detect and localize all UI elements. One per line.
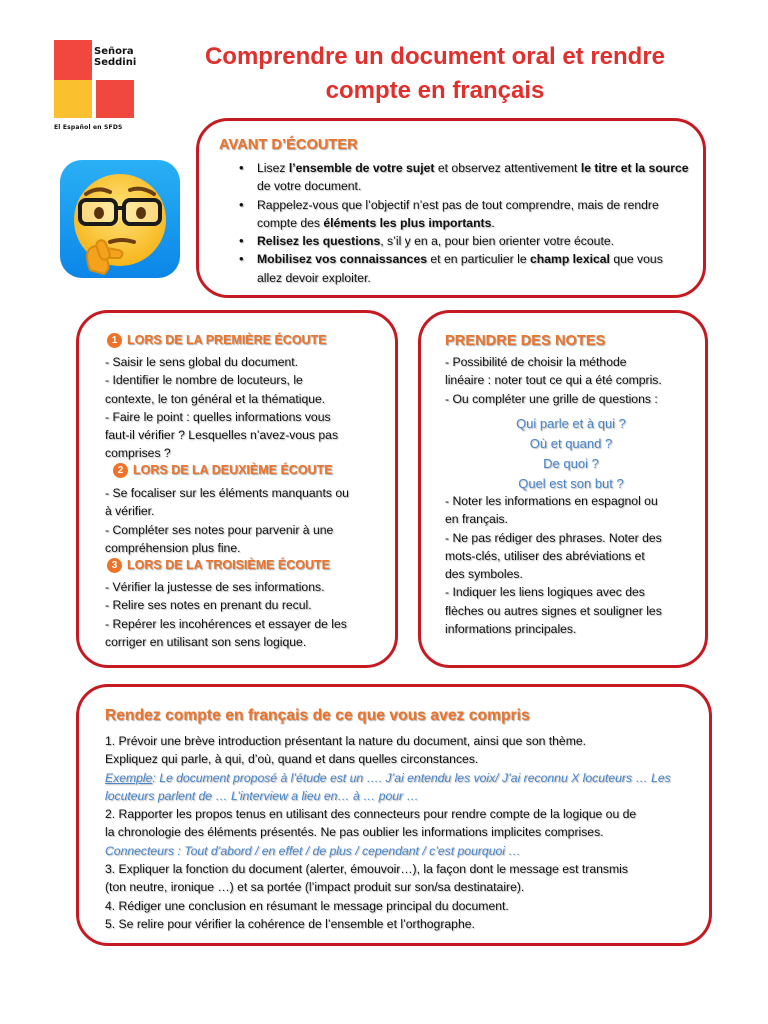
item-bold: le titre et la source bbox=[580, 161, 689, 175]
prendre-notes-text-bottom bbox=[445, 492, 705, 638]
text-line: - Ne pas rédiger des phrases. Noter des bbox=[445, 530, 662, 545]
number-1-icon: 1 bbox=[107, 333, 122, 348]
rendez-compte-text bbox=[105, 732, 705, 933]
question-item: Quel est son but ? bbox=[518, 476, 624, 491]
item-text: , s’il y en a, pour bien orienter votre écoute. bbox=[380, 234, 615, 249]
avant-ecouter-heading: AVANT D’ÉCOUTER bbox=[219, 137, 358, 153]
avant-ecouter-box bbox=[196, 118, 706, 298]
text-line: la chronologie des éléments présentés. Ne pas oublier les informations implicites comprises. bbox=[105, 825, 604, 840]
text-line: compréhension plus fine. bbox=[105, 540, 241, 555]
text-line: 5. Se relire pour vérifier la cohérence de l’ensemble et l’orthographe. bbox=[105, 916, 475, 931]
text-line: - Saisir le sens global du document. bbox=[105, 355, 299, 369]
list-item bbox=[229, 159, 689, 196]
text-line: faut-il vérifier ? Lesquelles n’avez-vous pas bbox=[105, 428, 339, 443]
logo-name bbox=[94, 46, 138, 68]
text-line: linéaire : noter tout ce qui a été compris. bbox=[445, 373, 662, 388]
page-title bbox=[150, 40, 720, 108]
first-listen-text bbox=[105, 353, 395, 463]
text-line: - Se focaliser sur les éléments manquants ou bbox=[105, 486, 349, 500]
logo-red-square-top-left bbox=[54, 40, 92, 80]
list-item bbox=[229, 196, 689, 233]
text-line: comprises ? bbox=[105, 446, 171, 461]
text-line: (ton neutre, ironique …) et sa portée (l’impact produit sur son/sa destinataire). bbox=[105, 880, 525, 895]
logo-yellow-square bbox=[54, 80, 92, 118]
example-line bbox=[105, 769, 705, 787]
third-listen-text bbox=[105, 578, 395, 651]
text-line: corriger en utilisant son sens logique. bbox=[105, 634, 307, 649]
text-line: - Ou compléter une grille de questions : bbox=[445, 391, 658, 406]
prendre-notes-heading: PRENDRE DES NOTES bbox=[445, 333, 606, 349]
item-text: de votre document. bbox=[257, 179, 362, 194]
item-text: et en particulier le bbox=[427, 252, 530, 267]
logo-red-square-bottom-right bbox=[96, 80, 134, 118]
text-line: des symboles. bbox=[445, 567, 523, 582]
example-label: Exemple bbox=[105, 770, 153, 785]
avant-ecouter-list bbox=[229, 159, 689, 287]
second-listen-text bbox=[105, 484, 395, 557]
questions-grid bbox=[451, 414, 691, 494]
list-item bbox=[229, 232, 689, 250]
text-line: 2. Rapporter les propos tenus en utilisant des connecteurs pour rendre compte de la logique ou de bbox=[105, 807, 637, 822]
item-bold: éléments les plus importants bbox=[323, 215, 492, 230]
text-line: - Faire le point : quelles informations vous bbox=[105, 409, 331, 424]
text-line: - Repérer les incohérences et essayer de les bbox=[105, 616, 347, 631]
text-line: 4. Rédiger une conclusion en résumant le message principal du document. bbox=[105, 898, 509, 913]
list-item bbox=[229, 250, 689, 287]
text-line: - Relire ses notes en prenant du recul. bbox=[105, 598, 312, 613]
item-bold: l’ensemble de votre sujet bbox=[288, 161, 435, 175]
number-2-icon: 2 bbox=[113, 463, 128, 478]
item-bold: champ lexical bbox=[530, 252, 610, 267]
thinking-face-with-glasses-icon bbox=[60, 160, 180, 278]
question-item: De quoi ? bbox=[543, 456, 599, 471]
prendre-notes-box bbox=[418, 310, 708, 668]
question-item: Qui parle et à qui ? bbox=[516, 416, 626, 431]
logo-name-line1: Señora bbox=[94, 46, 134, 57]
text-line: contexte, le ton général et la thématique. bbox=[105, 391, 326, 406]
example-line: locuteurs parlent de … L’interview a lieu en… à … pour … bbox=[105, 788, 419, 803]
text-line: - Vérifier la justesse de ses informations. bbox=[105, 580, 325, 594]
item-text: et observez attentivement bbox=[434, 161, 581, 175]
logo-name-line2: Seddini bbox=[94, 57, 137, 68]
prendre-notes-text-top bbox=[445, 353, 705, 408]
text-line: - Possibilité de choisir la méthode bbox=[445, 355, 627, 369]
text-line: Expliquez qui parle, à qui, d’où, quand et dans quelles circonstances. bbox=[105, 752, 479, 767]
rendez-compte-heading: Rendez compte en français de ce que vous avez compris bbox=[105, 707, 530, 724]
item-bold: Mobilisez vos connaissances bbox=[257, 252, 428, 267]
first-listen-heading bbox=[107, 333, 327, 348]
text-line: - Indiquer les liens logiques avec des bbox=[445, 585, 645, 600]
text-line: - Compléter ses notes pour parvenir à une bbox=[105, 522, 334, 537]
page-title-line2: compte en français bbox=[325, 77, 545, 104]
text-line: flèches ou autres signes et souligner les bbox=[445, 603, 662, 618]
second-listen-heading bbox=[113, 463, 333, 478]
text-line: - Identifier le nombre de locuteurs, le bbox=[105, 373, 303, 388]
rendez-compte-box bbox=[76, 684, 712, 946]
text-line: à vérifier. bbox=[105, 504, 155, 519]
text-line: 1. Prévoir une brève introduction présentant la nature du document, ainsi que son thème. bbox=[105, 734, 587, 748]
text-line: mots-clés, utiliser des abréviations et bbox=[445, 548, 645, 563]
number-3-icon: 3 bbox=[107, 558, 122, 573]
text-line: 3. Expliquer la fonction du document (alerter, émouvoir…), la façon dont le message est transmis bbox=[105, 862, 628, 877]
text-line: - Noter les informations en espagnol ou bbox=[445, 494, 658, 508]
question-item: Où et quand ? bbox=[529, 436, 613, 451]
text-line: informations principales. bbox=[445, 622, 577, 637]
connecteurs-line: Connecteurs : Tout d’abord / en effet / de plus / cependant / c’est pourquoi … bbox=[105, 843, 521, 858]
item-bold: Relisez les questions bbox=[257, 234, 381, 249]
page-title-line1: Comprendre un document oral et rendre bbox=[204, 43, 666, 70]
item-text: que vous allez devoir exploiter. bbox=[257, 252, 663, 285]
heading-text: LORS DE LA TROISIÈME ÉCOUTE bbox=[127, 558, 331, 572]
item-text: Rappelez-vous que l’objectif n’est pas de tout comprendre, mais de rendre compte des bbox=[257, 197, 659, 230]
item-text: . bbox=[491, 215, 495, 230]
item-text: Lisez bbox=[257, 161, 289, 175]
logo-tagline: El Español en SFDS bbox=[54, 124, 123, 131]
heading-text: LORS DE LA DEUXIÈME ÉCOUTE bbox=[133, 463, 333, 477]
ecoutes-box bbox=[76, 310, 398, 668]
example-text: : Le document proposé à l’étude est un …. J’ai entendu les voix/ J’ai reconnu X locuteurs … Les bbox=[152, 770, 671, 785]
third-listen-heading bbox=[107, 558, 330, 573]
text-line: en français. bbox=[445, 512, 509, 527]
heading-text: LORS DE LA PREMIÈRE ÉCOUTE bbox=[127, 333, 327, 347]
